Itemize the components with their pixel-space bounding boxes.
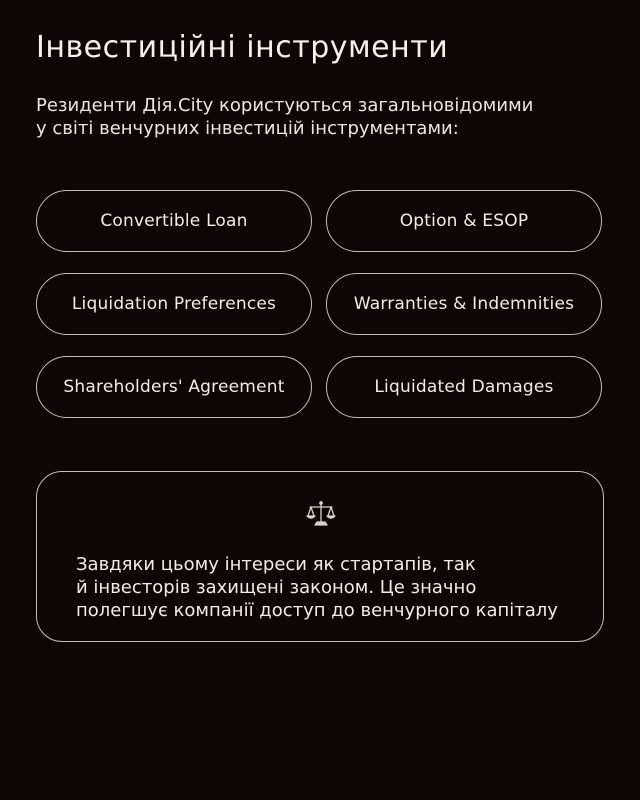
instrument-pill-convertible-loan: Convertible Loan <box>36 190 312 252</box>
note-line: й інвесторів захищені законом. Це значно <box>76 577 477 598</box>
instrument-pill-liquidated-damages: Liquidated Damages <box>326 356 602 418</box>
instrument-pill-option-esop: Option & ESOP <box>326 190 602 252</box>
intro-text <box>36 94 616 140</box>
page-title: Інвестиційні інструменти <box>36 30 449 65</box>
note-text <box>76 553 558 622</box>
note-line: Завдяки цьому інтереси як стартапів, так <box>76 554 476 575</box>
note-line: полегшує компанії доступ до венчурного капіталу <box>76 600 558 621</box>
instrument-pill-liquidation-preferences: Liquidation Preferences <box>36 273 312 335</box>
intro-line: Резиденти Дія.City користуються загальновідомими <box>36 95 534 116</box>
instrument-pill-warranties-indemnities: Warranties & Indemnities <box>326 273 602 335</box>
intro-line: у світі венчурних інвестицій інструментами: <box>36 118 459 139</box>
instrument-pill-shareholders-agreement: Shareholders' Agreement <box>36 356 312 418</box>
balance-scale-icon <box>306 500 336 528</box>
